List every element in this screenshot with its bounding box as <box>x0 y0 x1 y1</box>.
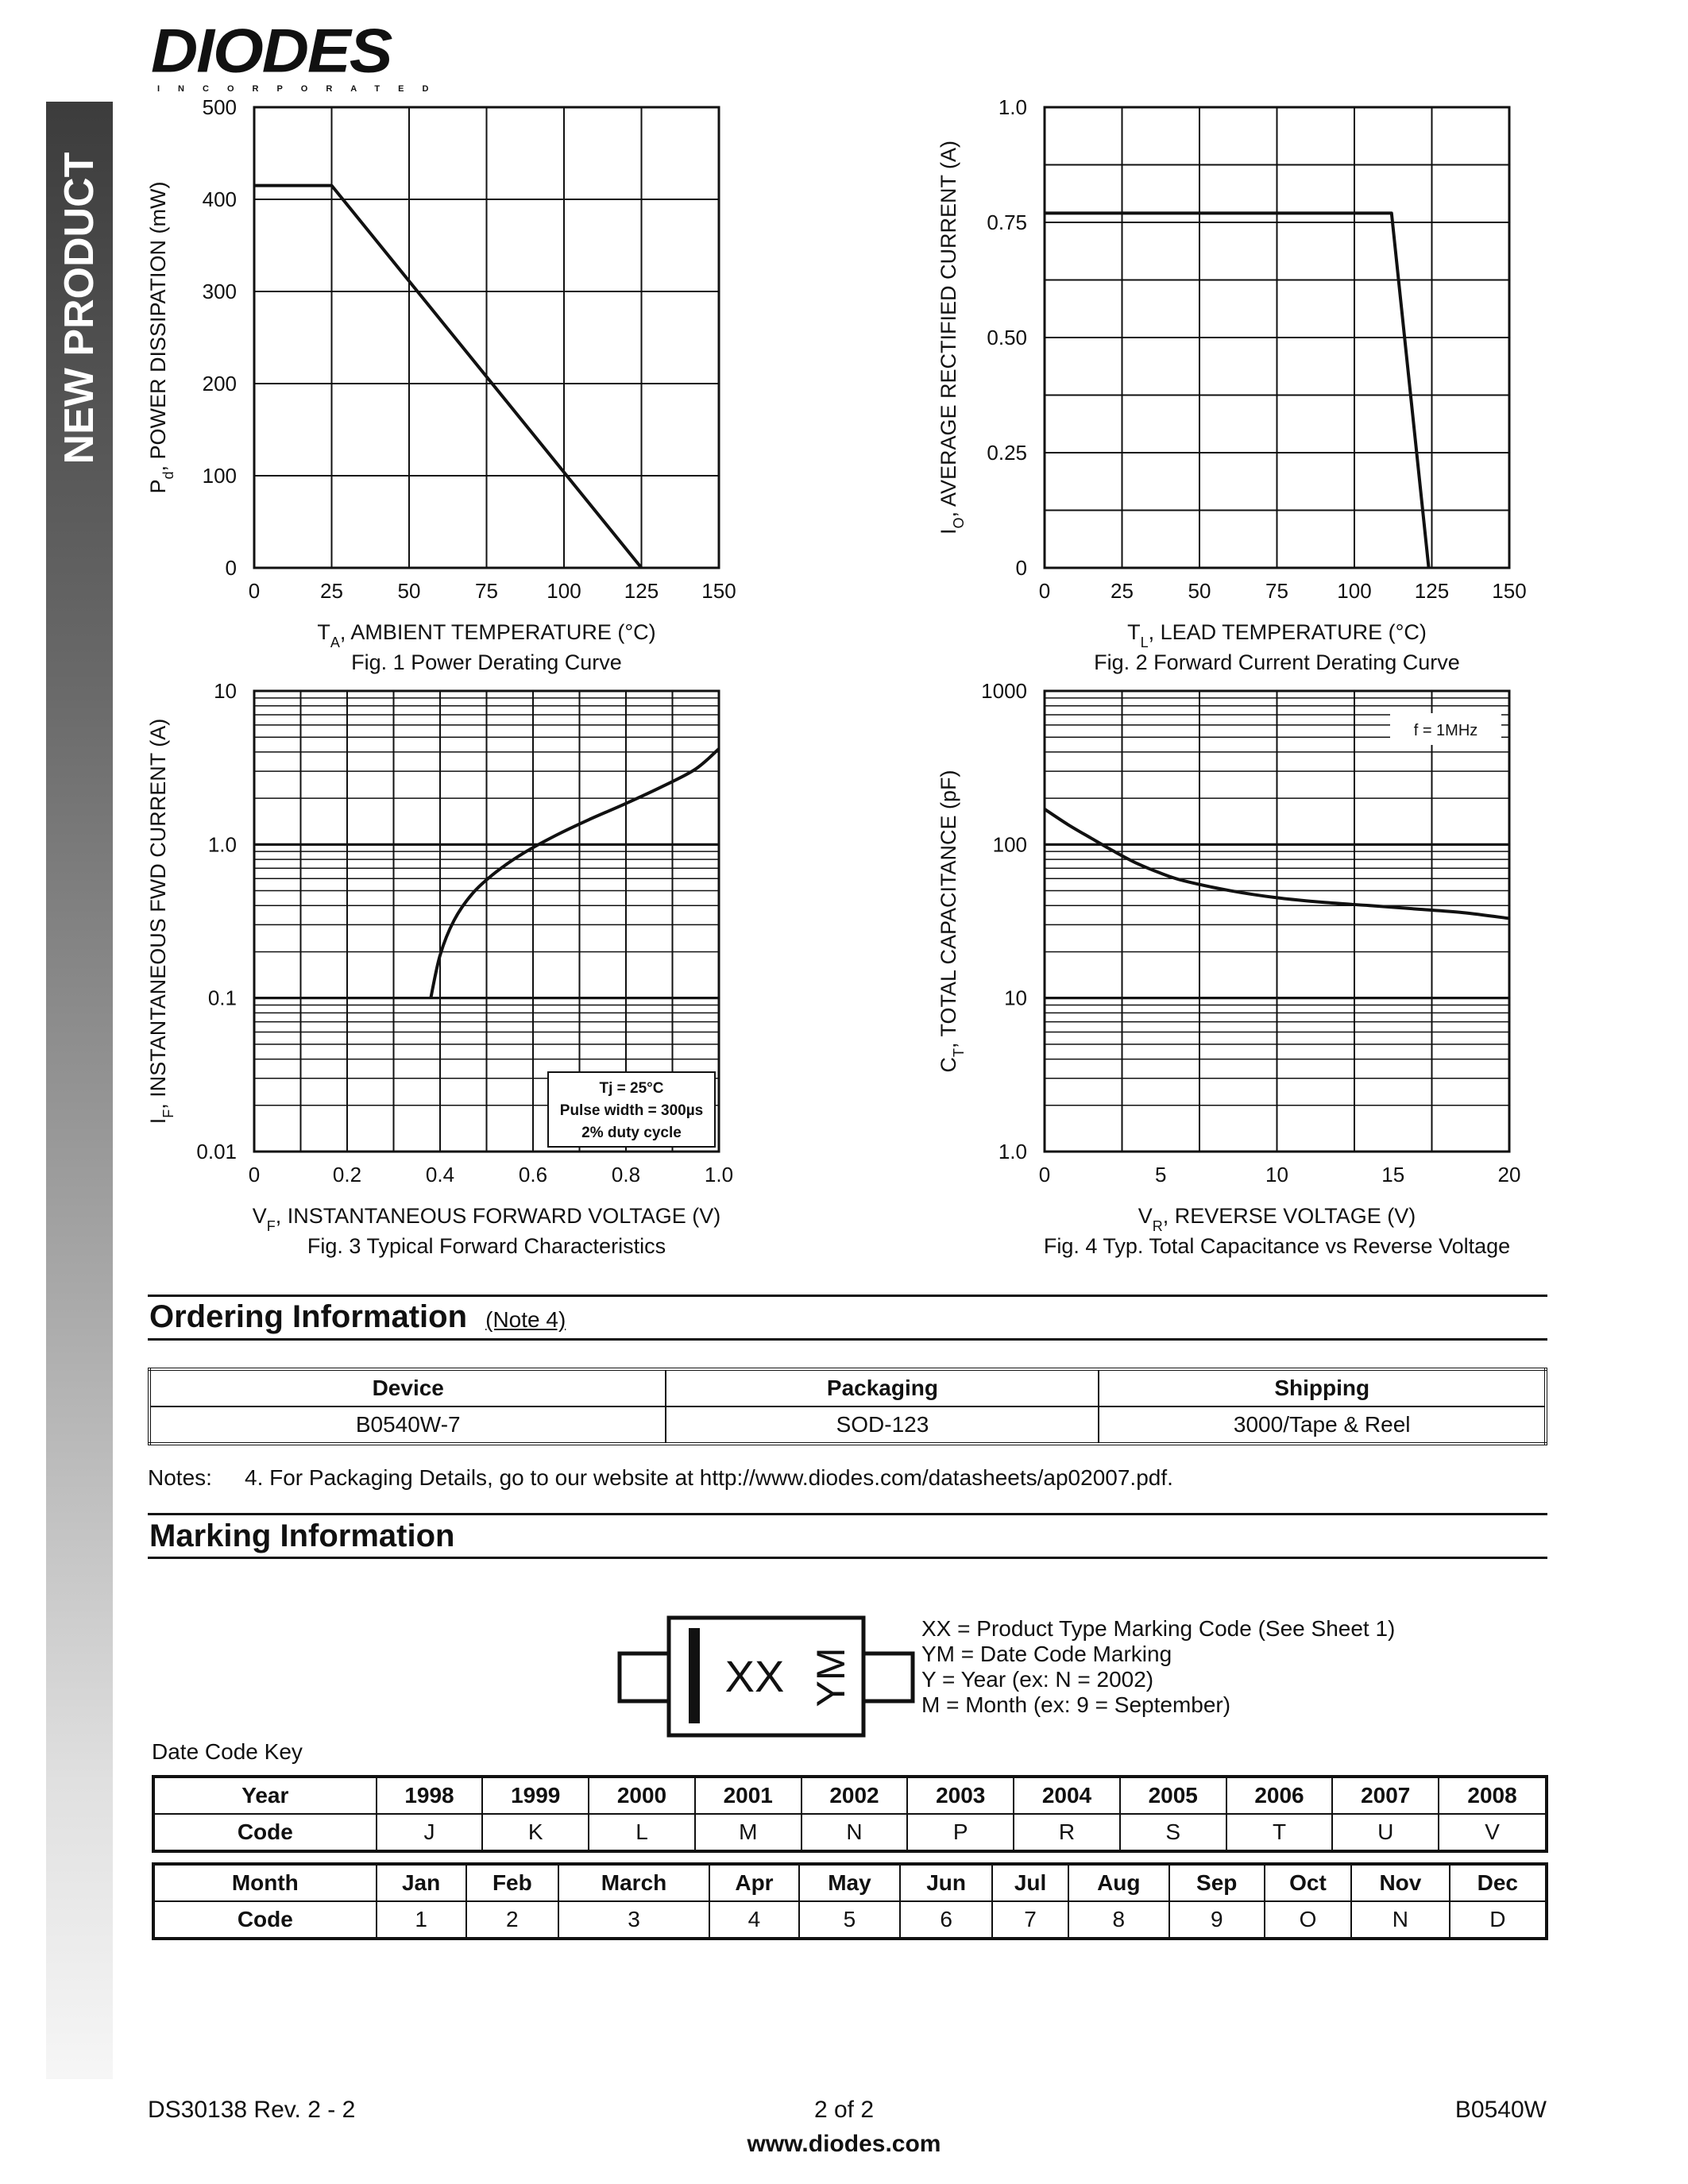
y-tick-label: 0.01 <box>196 1140 237 1163</box>
x-tick-label: 100 <box>547 579 581 603</box>
month-code-row <box>153 1901 1547 1939</box>
x-tick-label: 5 <box>1155 1163 1167 1187</box>
month-code-cell: 7 <box>992 1901 1068 1939</box>
ordering-row <box>149 1406 1546 1444</box>
month-code-cell: 4 <box>709 1901 799 1939</box>
x-axis-label: $V_R$, REVERSE VOLTAGE (V) <box>1138 1204 1416 1234</box>
month-code-cell: 6 <box>900 1901 992 1939</box>
month-code-cell: 1 <box>377 1901 466 1939</box>
month-code-cell: D <box>1450 1901 1547 1939</box>
chart-fig2-current-derating <box>933 99 1553 695</box>
section-rule <box>148 1338 1547 1341</box>
month-code-label: Code <box>153 1901 377 1939</box>
x-tick-label: 0 <box>1038 1163 1051 1187</box>
x-tick-label: 0 <box>248 579 261 603</box>
month-cell: March <box>558 1864 709 1901</box>
year-code-cell: P <box>907 1814 1014 1851</box>
ordering-title: Ordering Information <box>149 1299 467 1334</box>
y-tick-label: 1.0 <box>998 99 1027 119</box>
month-code-cell: 3 <box>558 1901 709 1939</box>
month-cell: Jan <box>377 1864 466 1901</box>
month-cell: Nov <box>1351 1864 1449 1901</box>
ordering-shipping: 3000/Tape & Reel <box>1099 1406 1546 1444</box>
x-tick-label: 125 <box>1414 579 1450 603</box>
x-tick-label: 0 <box>248 1163 261 1187</box>
logo-subtitle: INCORPORATED <box>157 84 447 94</box>
section-rule <box>148 1513 1547 1515</box>
month-cell: Aug <box>1068 1864 1169 1901</box>
footer-page: 2 of 2 <box>813 2097 875 2123</box>
x-tick-label: 0.8 <box>611 1163 641 1187</box>
y-tick-label: 100 <box>992 832 1027 857</box>
annotation-text: f = 1MHz <box>1413 722 1478 739</box>
month-cell: Apr <box>709 1864 799 1901</box>
year-code-cell: U <box>1332 1814 1439 1851</box>
legend-line-ym: YM = Date Code Marking <box>921 1642 1172 1666</box>
chart-fig4-capacitance <box>933 683 1553 1279</box>
figure-caption: Fig. 2 Forward Current Derating Curve <box>1094 650 1460 674</box>
y-tick-label: 1.0 <box>207 832 237 857</box>
package-lead-left <box>620 1653 669 1701</box>
year-cell: 2008 <box>1439 1777 1547 1814</box>
figure-caption: Fig. 3 Typical Forward Characteristics <box>307 1234 666 1258</box>
figure-caption: Fig. 1 Power Derating Curve <box>351 650 622 674</box>
y-tick-label: 10 <box>214 683 237 703</box>
y-tick-label: 300 <box>202 280 237 303</box>
x-tick-label: 75 <box>1265 579 1288 603</box>
year-code-cell: T <box>1226 1814 1333 1851</box>
y-tick-label: 0.1 <box>207 986 237 1010</box>
year-code-cell: V <box>1439 1814 1547 1851</box>
month-code-cell: N <box>1351 1901 1449 1939</box>
y-tick-label: 100 <box>202 464 237 488</box>
month-code-cell: O <box>1265 1901 1351 1939</box>
y-tick-label: 10 <box>1004 986 1027 1010</box>
month-cell: Jul <box>992 1864 1068 1901</box>
notes-label: Notes: <box>148 1465 212 1490</box>
month-cell: Feb <box>466 1864 558 1901</box>
package-lead-right <box>863 1653 913 1701</box>
figure-caption: Fig. 4 Typ. Total Capacitance vs Reverse Voltage <box>1043 1234 1511 1258</box>
year-cell: 2006 <box>1226 1777 1333 1814</box>
y-tick-label: 0 <box>1015 556 1027 580</box>
year-cell: 2002 <box>802 1777 908 1814</box>
x-tick-label: 15 <box>1381 1163 1405 1187</box>
ordering-info-heading <box>149 1299 566 1335</box>
year-cell: 2001 <box>695 1777 802 1814</box>
year-cell: 2000 <box>589 1777 695 1814</box>
x-tick-label: 100 <box>1337 579 1372 603</box>
year-cell: 1998 <box>377 1777 483 1814</box>
month-cell: May <box>799 1864 900 1901</box>
year-code-table <box>152 1775 1548 1853</box>
month-cell: Jun <box>900 1864 992 1901</box>
annotation-text: Pulse width = 300µs <box>559 1102 704 1119</box>
annotation-text: Tj = 25°C <box>599 1080 664 1097</box>
month-code-table <box>152 1862 1548 1940</box>
x-axis-label: $T_A$, AMBIENT TEMPERATURE (°C) <box>317 620 656 650</box>
annotation-text: 2% duty cycle <box>581 1125 682 1141</box>
new-product-banner <box>46 102 113 515</box>
diodes-logo <box>151 17 447 97</box>
month-row-label: Month <box>153 1864 377 1901</box>
y-tick-label: 1.0 <box>998 1140 1027 1163</box>
year-cell: 2003 <box>907 1777 1014 1814</box>
ordering-table <box>148 1368 1547 1445</box>
y-tick-label: 0.50 <box>987 326 1027 349</box>
footer-part-number: B0540W <box>1454 2097 1547 2123</box>
y-axis-label: $P_d$, POWER DISSIPATION (mW) <box>146 181 176 494</box>
footer-doc-number: DS30138 Rev. 2 - 2 <box>148 2097 356 2123</box>
x-tick-label: 25 <box>320 579 343 603</box>
x-tick-label: 25 <box>1111 579 1134 603</box>
chart-fig3-forward-characteristics <box>143 683 763 1279</box>
ordering-packaging: SOD-123 <box>666 1406 1099 1444</box>
month-cell: Sep <box>1169 1864 1265 1901</box>
month-code-cell: 5 <box>799 1901 900 1939</box>
year-code-label: Code <box>153 1814 377 1851</box>
y-tick-label: 1000 <box>981 683 1027 703</box>
year-row-label: Year <box>153 1777 377 1814</box>
month-code-cell: 2 <box>466 1901 558 1939</box>
legend-line-y: Y = Year (ex: N = 2002) <box>921 1667 1154 1692</box>
x-tick-label: 50 <box>1188 579 1211 603</box>
x-tick-label: 150 <box>701 579 736 603</box>
year-cell: 2005 <box>1120 1777 1226 1814</box>
date-code-key-label: Date Code Key <box>152 1739 303 1764</box>
x-tick-label: 1.0 <box>704 1163 734 1187</box>
series-line <box>1045 213 1429 568</box>
y-tick-label: 0.75 <box>987 210 1027 234</box>
year-cell: 2007 <box>1332 1777 1439 1814</box>
y-tick-label: 200 <box>202 372 237 396</box>
y-axis-label: $I_F$, INSTANTANEOUS FWD CURRENT (A) <box>146 718 176 1125</box>
new-product-label: NEW PRODUCT <box>56 152 102 465</box>
month-cell: Oct <box>1265 1864 1351 1901</box>
x-tick-label: 0 <box>1038 579 1051 603</box>
year-code-cell: J <box>377 1814 483 1851</box>
legend-line-m: M = Month (ex: 9 = September) <box>921 1692 1231 1717</box>
year-code-cell: M <box>695 1814 802 1851</box>
series-line <box>431 749 719 998</box>
marking-legend <box>921 1616 1395 1718</box>
ordering-header-row <box>149 1369 1546 1406</box>
year-code-cell: K <box>482 1814 589 1851</box>
x-tick-label: 150 <box>1492 579 1527 603</box>
ordering-header-device: Device <box>149 1369 666 1406</box>
y-tick-label: 500 <box>202 99 237 119</box>
x-tick-label: 50 <box>397 579 421 603</box>
x-tick-label: 20 <box>1497 1163 1521 1187</box>
series-line <box>254 186 642 568</box>
section-rule <box>148 1557 1547 1559</box>
year-code-cell: L <box>589 1814 695 1851</box>
x-tick-label: 0.4 <box>425 1163 455 1187</box>
ordering-header-packaging: Packaging <box>666 1369 1099 1406</box>
y-tick-label: 400 <box>202 187 237 211</box>
ordering-header-shipping: Shipping <box>1099 1369 1546 1406</box>
marking-code-ym: YM <box>809 1647 854 1707</box>
y-tick-label: 0.25 <box>987 441 1027 465</box>
x-tick-label: 125 <box>624 579 659 603</box>
month-row <box>153 1864 1547 1901</box>
footer-website[interactable]: www.diodes.com <box>747 2131 941 2157</box>
package-marking-diagram <box>616 1612 917 1739</box>
x-tick-label: 0.2 <box>332 1163 362 1187</box>
month-cell: Dec <box>1450 1864 1547 1901</box>
cathode-band <box>689 1628 700 1723</box>
logo-wordmark: DIODES <box>151 17 392 86</box>
year-cell: 1999 <box>482 1777 589 1814</box>
x-tick-label: 75 <box>475 579 498 603</box>
year-code-cell: S <box>1120 1814 1226 1851</box>
x-axis-label: $V_F$, INSTANTANEOUS FORWARD VOLTAGE (V) <box>252 1204 721 1234</box>
year-row <box>153 1777 1547 1814</box>
ordering-device: B0540W-7 <box>149 1406 666 1444</box>
ordering-note-ref: (Note 4) <box>485 1307 566 1332</box>
x-tick-label: 0.6 <box>518 1163 548 1187</box>
x-tick-label: 10 <box>1265 1163 1288 1187</box>
y-tick-label: 0 <box>225 556 237 580</box>
year-cell: 2004 <box>1014 1777 1120 1814</box>
y-axis-label: $I_O$, AVERAGE RECTIFIED CURRENT (A) <box>937 140 967 535</box>
legend-line-xx: XX = Product Type Marking Code (See Sheet 1) <box>921 1616 1396 1641</box>
year-code-cell: N <box>802 1814 908 1851</box>
marking-code-xx: XX <box>724 1651 785 1701</box>
note-4-text: 4. For Packaging Details, go to our website at http://www.diodes.com/datasheets/ap02007.pdf. <box>245 1465 1173 1490</box>
chart-fig1-power-derating <box>143 99 763 695</box>
year-code-cell: R <box>1014 1814 1120 1851</box>
section-rule <box>148 1295 1547 1297</box>
month-code-cell: 9 <box>1169 1901 1265 1939</box>
x-axis-label: $T_L$, LEAD TEMPERATURE (°C) <box>1127 620 1427 650</box>
y-axis-label: $C_T$, TOTAL CAPACITANCE (pF) <box>937 770 967 1073</box>
year-code-row <box>153 1814 1547 1851</box>
marking-info-heading: Marking Information <box>149 1518 455 1553</box>
month-code-cell: 8 <box>1068 1901 1169 1939</box>
